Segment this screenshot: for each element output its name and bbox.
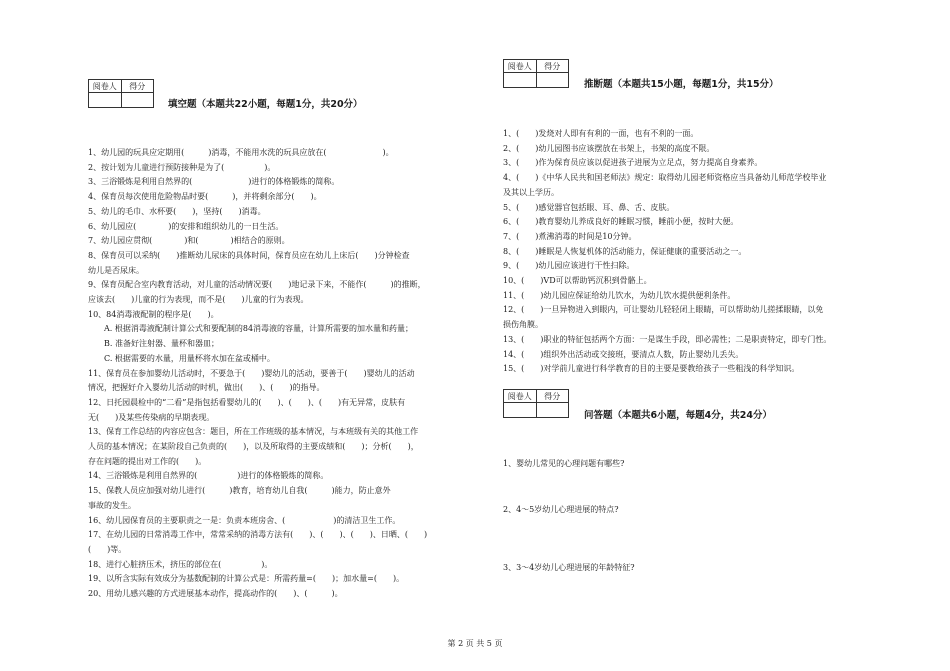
question-line: 2、按计划为儿童进行预防接种是为了( )。 xyxy=(88,162,276,172)
question-line: 损伤角膜。 xyxy=(503,320,543,330)
question-line: 8、( )睡眠是人恢复机体的活动能力，保证健康的重要活动之一。 xyxy=(503,246,747,256)
grader-cell xyxy=(504,403,537,418)
grader-label: 阅卷人 xyxy=(504,60,537,73)
question-line: 6、( )教育婴幼儿养成良好的睡眠习惯，睡前小便，按时大便。 xyxy=(503,217,739,227)
question-line: 4、保育员每次使用危险物品时要( )，并将剩余部分( )。 xyxy=(88,192,322,202)
question-line: 13、保育工作总结的内容应包含：题目，所在工作班级的基本情况，与本班级有关的其他工作 xyxy=(88,427,419,437)
question-line: 情况，把握好介入婴幼儿活动的时机，做出( )、( )的指导。 xyxy=(88,383,325,393)
score-label: 得分 xyxy=(536,60,569,73)
question-line: 事故的发生。 xyxy=(88,500,136,510)
score-cell xyxy=(121,93,154,108)
qa-question: 2、4～5岁幼儿心理进展的特点? xyxy=(503,505,619,514)
question-line: 幼儿是否尿床。 xyxy=(88,265,144,275)
judge-section-title: 推断题（本题共15小题，每题1分，共15分） xyxy=(584,79,779,90)
question-line: 7、幼儿园应贯彻( )和( )相结合的原则。 xyxy=(88,236,290,246)
question-line: A. 根据消毒液配制计算公式和要配制的84消毒液的容量，计算所需要的加水量和药量； xyxy=(88,324,414,334)
question-line: 1、幼儿园的玩具应定期用( )消毒，不能用水洗的玩具应放在( )。 xyxy=(88,148,394,157)
score-box-qa xyxy=(503,389,569,418)
question-line: 5、( )感觉器官包括眼、耳、鼻、舌、皮肤。 xyxy=(503,202,675,212)
grader-cell xyxy=(89,93,122,108)
question-line: 20、用幼儿感兴趣的方式进展基本动作，提高动作的( )、( )。 xyxy=(88,589,343,598)
page-footer: 第 2 页 共 5 页 xyxy=(447,639,503,648)
score-label: 得分 xyxy=(121,80,154,93)
question-line: 人员的基本情况；在某阶段自己负责的( )，以及所取得的主要成绩和( )；分析( )， xyxy=(88,442,419,451)
question-line: 13、( )职业的特征包括两个方面：一是谋生手段，即必需性；二是职责特定，即专门性。 xyxy=(503,334,832,344)
grader-cell xyxy=(504,73,537,88)
question-line: 存在问题的提出对工作的( )。 xyxy=(88,456,207,466)
question-line: 12、( )一旦异物进入到眼内，可让婴幼儿轻轻闭上眼睛，可以帮助幼儿搓揉眼睛，以免 xyxy=(503,305,824,315)
question-line: 11、保育员在参加婴幼儿活动时，不要急于( )婴幼儿的活动，要善于( )婴幼儿的活动 xyxy=(88,368,415,378)
question-line: 15、保教人员应加强对幼儿进行( )教育，培育幼儿自我( )能力，防止意外 xyxy=(88,486,391,496)
question-line: B. 准备好注射器、量杯和器皿； xyxy=(88,339,219,349)
fill-section-title: 填空题（本题共22小题，每题1分，共20分） xyxy=(168,99,363,110)
score-box-judge xyxy=(503,59,569,88)
score-box-fill xyxy=(88,79,154,108)
question-line: 3、三浴锻炼是利用自然界的( )进行的体格锻炼的简称。 xyxy=(88,177,340,187)
question-line: 2、( )幼儿园图书应该摆放在书架上，书架的高度不限。 xyxy=(503,143,715,153)
grader-label: 阅卷人 xyxy=(89,80,122,93)
score-cell xyxy=(536,403,569,418)
question-line: 9、( )幼儿园应该进行干性扫除。 xyxy=(503,261,635,271)
qa-question: 3、3～4岁幼儿心理进展的年龄特征? xyxy=(503,563,635,572)
question-line: 3、( )作为保育员应该以促进孩子进展为立足点，努力提高自身素养。 xyxy=(503,158,763,168)
question-line: 15、( )对学前儿童进行科学教育的目的主要是要教给孩子一些粗浅的科学知识。 xyxy=(503,364,800,374)
score-cell xyxy=(536,73,569,88)
question-line: 7、( )煮沸消毒的时间是10分钟。 xyxy=(503,231,637,241)
question-line: ( )等。 xyxy=(88,544,127,554)
score-label: 得分 xyxy=(536,390,569,403)
question-line: 14、三浴锻炼是利用自然界的( )进行的体格锻炼的简称。 xyxy=(88,471,329,481)
grader-label: 阅卷人 xyxy=(504,390,537,403)
question-line: C. 根据需要的水量，用量杯将水加在盆或桶中。 xyxy=(88,353,275,363)
question-line: 18、进行心脏挤压术，挤压的部位在( )。 xyxy=(88,559,273,569)
question-line: 19、以所含实际有效成分为基数配制的计算公式是：所需药量=( )；加水量=( )。 xyxy=(88,574,405,584)
question-line: 17、在幼儿园的日常消毒工作中，常常采纳的消毒方法有( )、( )、( )、日晒、( ) xyxy=(88,530,428,540)
qa-question: 1、婴幼儿常见的心理问题有哪些? xyxy=(503,459,625,468)
question-line: 6、幼儿园应( )的安排和组织幼儿的一日生活。 xyxy=(88,221,284,231)
question-line: 无( )及某些传染病的早期表现。 xyxy=(88,412,215,422)
question-line: 4、( )《中华人民共和国老师法》规定：取得幼儿园老师资格应当具备幼儿师范学校毕业 xyxy=(503,173,827,183)
question-line: 12、日托园晨检中的“二看”是指包括看婴幼儿的( )、( )、( )有无异常，皮肤有 xyxy=(88,397,406,407)
qa-section-title: 问答题（本题共6小题，每题4分，共24分） xyxy=(584,410,772,421)
question-line: 应该去( )儿童的行为表现，而不是( )儿童的行为表现。 xyxy=(88,295,309,304)
question-line: 5、幼儿的毛巾、水杯要( )，坚持( )消毒。 xyxy=(88,206,266,216)
question-line: 10、84消毒液配制的程序是( )。 xyxy=(88,309,219,319)
question-line: 14、( )组织外出活动或交接班，要清点人数，防止婴幼儿丢失。 xyxy=(503,349,744,359)
question-line: 10、( )VD可以帮助钙沉积到骨骼上。 xyxy=(503,276,652,285)
question-line: 9、保育员配合室内教育活动，对儿童的活动情况要( )地记录下来，不能作( )的推断， xyxy=(88,280,426,290)
question-line: 1、( )发烧对人即有有利的一面，也有不利的一面。 xyxy=(503,129,699,138)
question-line: 8、保育员可以采纳( )推断幼儿尿床的具体时间，保育员应在幼儿上床后( )分钟检查 xyxy=(88,250,410,260)
question-line: 16、幼儿园保育员的主要职责之一是：负责本班房舍、( )的清洁卫生工作。 xyxy=(88,515,401,525)
question-line: 11、( )幼儿园应保证给幼儿饮水，为幼儿饮水提供便利条件。 xyxy=(503,290,736,300)
question-line: 及其以上学历。 xyxy=(503,187,559,197)
